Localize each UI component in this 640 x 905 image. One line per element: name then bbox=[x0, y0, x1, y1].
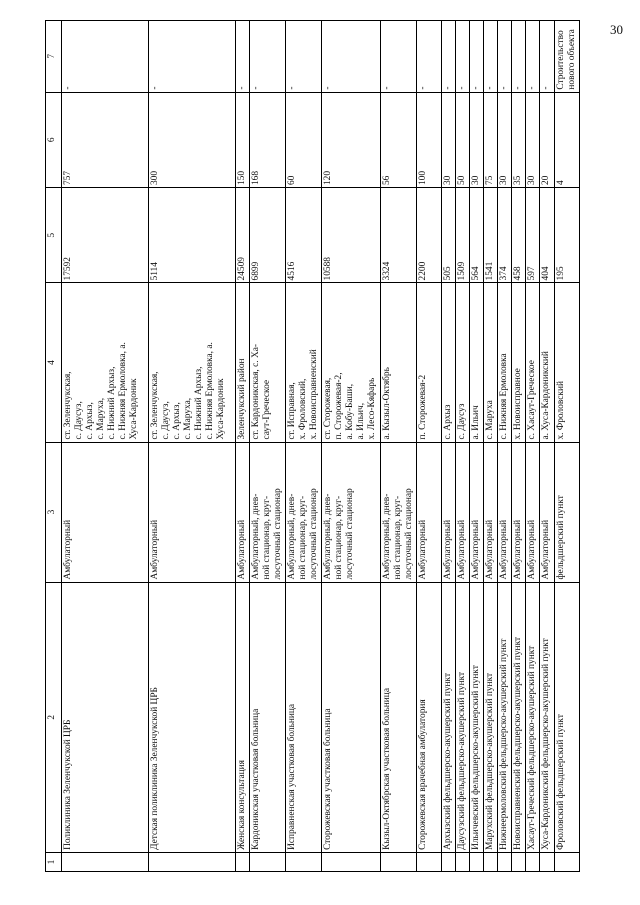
table-cell-col-4: с. Даусуз bbox=[455, 283, 469, 442]
table-cell-col-5: 505 bbox=[441, 188, 455, 283]
table-cell-col-6: 20 bbox=[540, 92, 554, 187]
table-cell-col-6: 100 bbox=[417, 92, 441, 187]
table-cell-col-4: ст. Зеленчукская, с. Даусуз, с. Архыз, с. Маруха, с. Нижний Архыз, с. Нижняя Ермоловка, а. Хуса-Кардоник bbox=[148, 283, 235, 442]
table-cell-col-6: 56 bbox=[381, 92, 417, 187]
table-cell-col-4: ст. Зеленчукская, с. Даусуз, с. Архыз, с. Маруха, с. Нижний Архыз, с. Нижняя Ермоловка, а. Хуса-Кардоник bbox=[62, 283, 149, 442]
table-cell-col-3: Амбулаторный bbox=[498, 442, 512, 582]
table-cell-col-6: 30 bbox=[469, 92, 483, 187]
table-cell-col-6: 30 bbox=[441, 92, 455, 187]
table-cell-col-7: - bbox=[381, 21, 417, 93]
table-cell-col-7: - bbox=[469, 21, 483, 93]
table-cell-col-4: а. Ильич bbox=[469, 283, 483, 442]
table-cell-col-2: Архызский фельдшерско-акушерский пункт bbox=[441, 582, 455, 852]
table-cell-col-5: 597 bbox=[526, 188, 540, 283]
table-cell-col-6: 120 bbox=[322, 92, 381, 187]
table-row bbox=[62, 21, 149, 872]
table-row bbox=[512, 21, 526, 872]
table-cell-col-7: - bbox=[62, 21, 149, 93]
table-row bbox=[455, 21, 469, 872]
table-cell-col-5: 2200 bbox=[417, 188, 441, 283]
table-cell-col-1 bbox=[441, 852, 455, 871]
table-row bbox=[540, 21, 554, 872]
table-cell-col-5: 374 bbox=[498, 188, 512, 283]
table-cell-col-3: Амбулаторный bbox=[483, 442, 497, 582]
table-cell-col-2: Хасаут-Греческий фельдшерско-акушерский пункт bbox=[526, 582, 540, 852]
table-cell-col-5: 1541 bbox=[483, 188, 497, 283]
table-cell-col-6: 300 bbox=[148, 92, 235, 187]
table-cell-col-2: Сторожевская врачебная амбулатория bbox=[417, 582, 441, 852]
header-col-3: 3 bbox=[46, 442, 62, 582]
table-cell-col-1 bbox=[540, 852, 554, 871]
table-cell-col-4: с. Маруха bbox=[483, 283, 497, 442]
table-cell-col-2: Нижнеермоловский фельдшерско-акушерский пункт bbox=[498, 582, 512, 852]
header-col-5: 5 bbox=[46, 188, 62, 283]
table-cell-col-7: - bbox=[235, 21, 249, 93]
table-row bbox=[381, 21, 417, 872]
table-row bbox=[235, 21, 249, 872]
table-row bbox=[554, 21, 579, 872]
table-cell-col-1 bbox=[148, 852, 235, 871]
table-cell-col-5: 4516 bbox=[286, 188, 322, 283]
header-col-2: 2 bbox=[46, 582, 62, 852]
table-cell-col-2: Новоисправненский фельдшерско-акушерский пункт bbox=[512, 582, 526, 852]
table-row bbox=[417, 21, 441, 872]
table-cell-col-7: - bbox=[417, 21, 441, 93]
table-cell-col-5: 5114 bbox=[148, 188, 235, 283]
table-row bbox=[286, 21, 322, 872]
table-cell-col-5: 404 bbox=[540, 188, 554, 283]
table-cell-col-2: Марухский фельдшерско-акушерский пункт bbox=[483, 582, 497, 852]
table-cell-col-5: 458 bbox=[512, 188, 526, 283]
table-row bbox=[526, 21, 540, 872]
table-cell-col-1 bbox=[286, 852, 322, 871]
table-body bbox=[62, 21, 580, 872]
table-cell-col-3: Амбулаторный, днев- ной стационар, круг- лосуточный стационар bbox=[249, 442, 285, 582]
table-cell-col-1 bbox=[381, 852, 417, 871]
table-cell-col-2: Женская консультация bbox=[235, 582, 249, 852]
table-cell-col-2: Фроловский фельдшерский пункт bbox=[554, 582, 579, 852]
table-cell-col-2: Исправненская участковая больница bbox=[286, 582, 322, 852]
table-cell-col-3: Амбулаторный bbox=[441, 442, 455, 582]
table-cell-col-2: Кардоникская участковая больница bbox=[249, 582, 285, 852]
table-row bbox=[249, 21, 285, 872]
table-cell-col-3: Амбулаторный bbox=[526, 442, 540, 582]
table-cell-col-1 bbox=[498, 852, 512, 871]
table-cell-col-4: Зеленчукский район bbox=[235, 283, 249, 442]
table-cell-col-7: - bbox=[512, 21, 526, 93]
table-cell-col-1 bbox=[62, 852, 149, 871]
table-cell-col-6: 75 bbox=[483, 92, 497, 187]
page-number: 30 bbox=[610, 22, 623, 37]
table-cell-col-3: Амбулаторный, днев- ной стационар, круг- лосуточный стационар bbox=[381, 442, 417, 582]
table-cell-col-7: - bbox=[286, 21, 322, 93]
table-cell-col-3: Амбулаторный bbox=[62, 442, 149, 582]
table-cell-col-7: - bbox=[441, 21, 455, 93]
table-cell-col-1 bbox=[417, 852, 441, 871]
header-col-7: 7 bbox=[46, 21, 62, 93]
table-cell-col-5: 195 bbox=[554, 188, 579, 283]
table-cell-col-7: - bbox=[498, 21, 512, 93]
table-cell-col-4: ст. Сторожевая, п. Сторожевая-2, а. Кобу-Баши, а. Ильич, х. Лесо-Кяфарь bbox=[322, 283, 381, 442]
table-cell-col-7: - bbox=[540, 21, 554, 93]
table-cell-col-7: - bbox=[483, 21, 497, 93]
table-cell-col-2: Даусузский фельдшерско-акушерский пункт bbox=[455, 582, 469, 852]
table-cell-col-3: Амбулаторный bbox=[148, 442, 235, 582]
table-cell-col-7: - bbox=[322, 21, 381, 93]
table-cell-col-2: Сторожевская участковая больница bbox=[322, 582, 381, 852]
table-cell-col-2: Детская поликлиника Зеленчукской ЦРБ bbox=[148, 582, 235, 852]
table-cell-col-2: Ильичевский фельдшерско-акушерский пункт bbox=[469, 582, 483, 852]
table-cell-col-7: - bbox=[249, 21, 285, 93]
table-cell-col-3: Амбулаторный bbox=[235, 442, 249, 582]
table-row bbox=[483, 21, 497, 872]
table-cell-col-1 bbox=[554, 852, 579, 871]
table-row bbox=[441, 21, 455, 872]
table-cell-col-1 bbox=[455, 852, 469, 871]
table-cell-col-7: Строительство нового объекта bbox=[554, 21, 579, 93]
table-cell-col-5: 1509 bbox=[455, 188, 469, 283]
table-cell-col-6: 150 bbox=[235, 92, 249, 187]
table-row bbox=[322, 21, 381, 872]
table-cell-col-4: а. Хуса-Кардоникский bbox=[540, 283, 554, 442]
table-cell-col-3: Амбулаторный bbox=[469, 442, 483, 582]
table-cell-col-1 bbox=[249, 852, 285, 871]
table-cell-col-4: с. Нижняя Ермоловка bbox=[498, 283, 512, 442]
table-cell-col-6: 4 bbox=[554, 92, 579, 187]
table-cell-col-5: 564 bbox=[469, 188, 483, 283]
table-cell-col-4: х. Новоисправное bbox=[512, 283, 526, 442]
table-row bbox=[469, 21, 483, 872]
table-cell-col-7: - bbox=[455, 21, 469, 93]
header-col-6: 6 bbox=[46, 92, 62, 187]
table-cell-col-1 bbox=[235, 852, 249, 871]
table-cell-col-3: Амбулаторный, днев- ной стационар, круг- лосуточный стационар bbox=[286, 442, 322, 582]
table-cell-col-7: - bbox=[526, 21, 540, 93]
table-cell-col-3: Амбулаторный bbox=[512, 442, 526, 582]
table-cell-col-5: 24509 bbox=[235, 188, 249, 283]
table-cell-col-2: Кызыл-Октябрская участковая больница bbox=[381, 582, 417, 852]
table-cell-col-2: Хуса-Кардоникский фельдшерско-акушерский пункт bbox=[540, 582, 554, 852]
table-cell-col-4: х. Фроловский bbox=[554, 283, 579, 442]
table-cell-col-3: фельдшерский пункт bbox=[554, 442, 579, 582]
table-cell-col-1 bbox=[526, 852, 540, 871]
table-cell-col-1 bbox=[469, 852, 483, 871]
table-cell-col-6: 60 bbox=[286, 92, 322, 187]
table-cell-col-5: 17592 bbox=[62, 188, 149, 283]
table-cell-col-1 bbox=[483, 852, 497, 871]
table-cell-col-6: 757 bbox=[62, 92, 149, 187]
table-row bbox=[498, 21, 512, 872]
table-row bbox=[148, 21, 235, 872]
header-col-4: 4 bbox=[46, 283, 62, 442]
table-cell-col-7: - bbox=[148, 21, 235, 93]
table-cell-col-3: Амбулаторный, днев- ной стационар, круг- лосуточный стационар bbox=[322, 442, 381, 582]
table-cell-col-6: 168 bbox=[249, 92, 285, 187]
table-cell-col-6: 35 bbox=[512, 92, 526, 187]
table-cell-col-4: а. Кызыл-Октябрь bbox=[381, 283, 417, 442]
table-cell-col-6: 50 bbox=[455, 92, 469, 187]
table-cell-col-4: ст. Исправная, х. Фроловский, х. Новоисправненский bbox=[286, 283, 322, 442]
header-col-1: 1 bbox=[46, 852, 62, 871]
table-cell-col-5: 6899 bbox=[249, 188, 285, 283]
table-cell-col-3: Амбулаторный bbox=[417, 442, 441, 582]
table-cell-col-6: 30 bbox=[498, 92, 512, 187]
table-cell-col-3: Амбулаторный bbox=[540, 442, 554, 582]
table-cell-col-4: п. Сторожевая-2 bbox=[417, 283, 441, 442]
facilities-table bbox=[45, 20, 580, 872]
table-cell-col-5: 10588 bbox=[322, 188, 381, 283]
table-cell-col-4: с. Архыз bbox=[441, 283, 455, 442]
table-cell-col-5: 3324 bbox=[381, 188, 417, 283]
table-cell-col-3: Амбулаторный bbox=[455, 442, 469, 582]
table-cell-col-1 bbox=[322, 852, 381, 871]
table-cell-col-1 bbox=[512, 852, 526, 871]
table-cell-col-6: 30 bbox=[526, 92, 540, 187]
table-cell-col-2: Поликлиника Зеленчукской ЦРБ bbox=[62, 582, 149, 852]
header-row bbox=[46, 21, 62, 872]
table-cell-col-4: с. Хасаут-Греческое bbox=[526, 283, 540, 442]
table-cell-col-4: ст. Кардоникская, с. Ха- саут-Греческое bbox=[249, 283, 285, 442]
